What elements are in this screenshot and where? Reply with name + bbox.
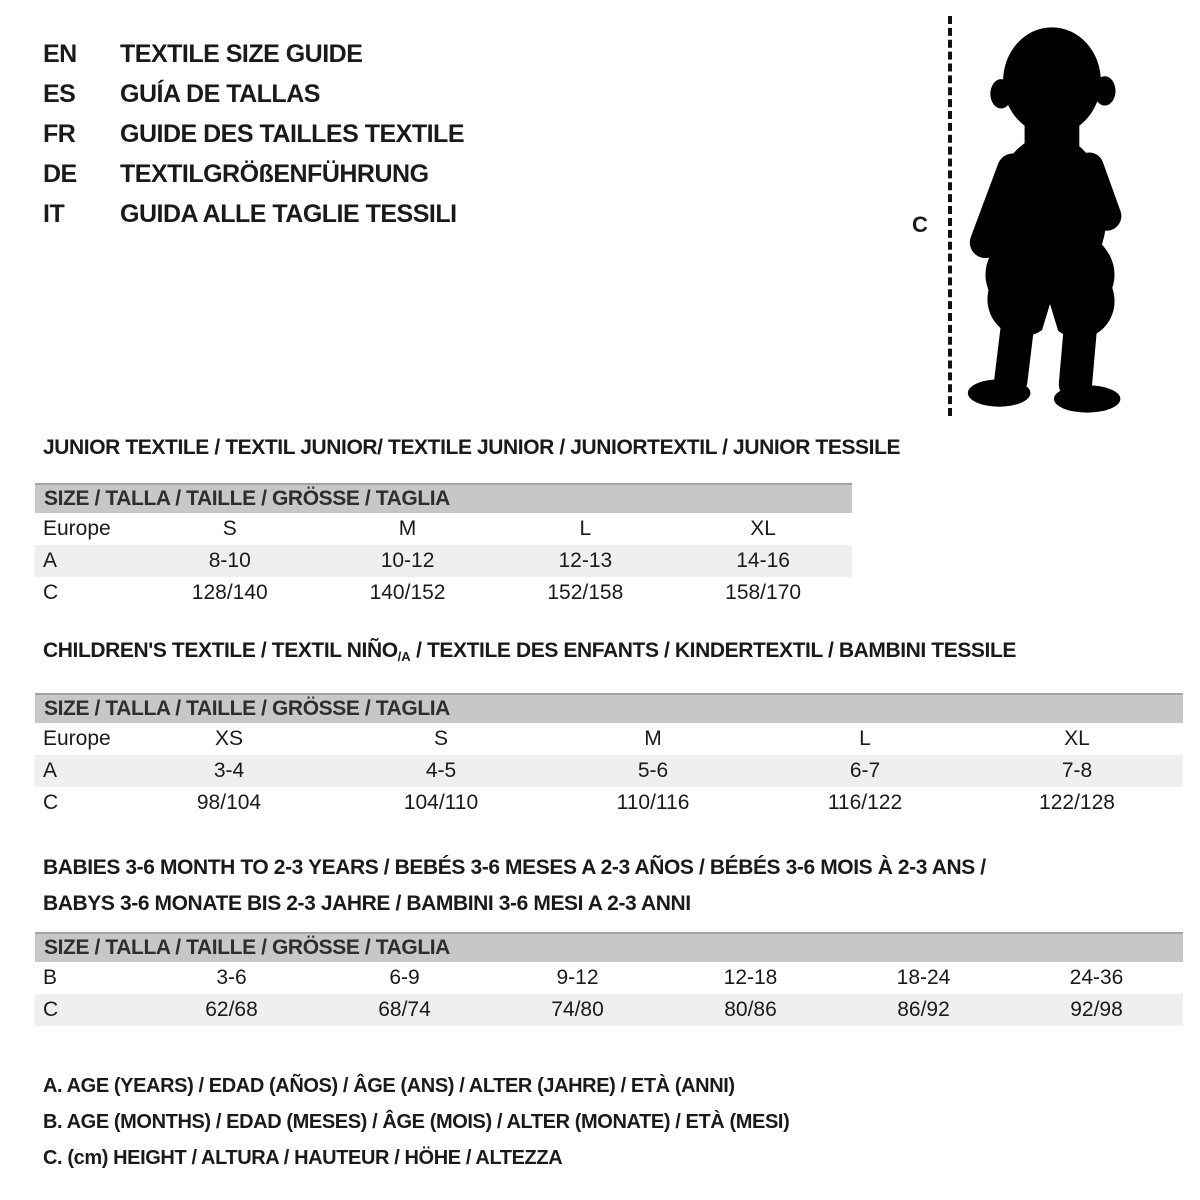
age-value: 14-16 xyxy=(736,549,790,572)
language-row-es xyxy=(43,74,464,114)
row-label: C xyxy=(43,581,59,604)
age-value: 5-6 xyxy=(637,759,669,782)
junior-section-title: JUNIOR TEXTILE / TEXTIL JUNIOR/ TEXTILE JUNIOR / JUNIORTEXTIL / JUNIOR TESSILE xyxy=(43,436,901,459)
age-value: 10-12 xyxy=(380,549,435,572)
row-label: B xyxy=(43,966,58,989)
table-row-height xyxy=(35,787,1183,819)
age-value: 7-8 xyxy=(1061,759,1093,782)
height-value: 110/116 xyxy=(616,791,690,814)
table-row-months xyxy=(35,962,1183,994)
height-value: 74/80 xyxy=(551,998,604,1021)
size-value: L xyxy=(579,517,592,540)
height-value: 122/128 xyxy=(1039,791,1115,814)
language-row-de xyxy=(43,154,464,194)
table-row-height xyxy=(35,994,1183,1026)
row-label: A xyxy=(43,759,58,782)
language-code: FR xyxy=(43,119,76,148)
language-code: IT xyxy=(43,199,65,228)
babies-title-line2: BABYS 3-6 MONATE BIS 2-3 JAHRE / BAMBINI 3-6 MESI A 2-3 ANNI xyxy=(43,892,691,915)
age-months-value: 18-24 xyxy=(896,966,951,989)
size-value: M xyxy=(398,517,417,540)
legend-line-a: A. AGE (YEARS) / EDAD (AÑOS) / ÂGE (ANS) / ALTER (JAHRE) / ETÀ (ANNI) xyxy=(43,1075,735,1097)
age-months-value: 12-18 xyxy=(723,966,778,989)
size-value: S xyxy=(433,727,448,750)
babies-title-line1: BABIES 3-6 MONTH TO 2-3 YEARS / BEBÉS 3-6 MESES A 2-3 AÑOS / BÉBÉS 3-6 MOIS À 2-3 ANS / xyxy=(43,856,986,879)
height-value: 152/158 xyxy=(547,581,624,604)
age-value: 6-7 xyxy=(849,759,881,782)
babies-size-bar: SIZE / TALLA / TAILLE / GRÖSSE / TAGLIA xyxy=(35,932,1183,962)
language-row-fr xyxy=(43,114,464,154)
junior-size-table xyxy=(35,483,852,609)
children-title-text: CHILDREN'S TEXTILE / TEXTIL NIÑO xyxy=(43,639,398,662)
age-months-value: 6-9 xyxy=(389,966,420,989)
size-value: XL xyxy=(750,517,776,540)
size-value: L xyxy=(859,727,871,750)
row-label: C xyxy=(43,791,59,814)
age-value: 4-5 xyxy=(425,759,457,782)
language-title-block xyxy=(43,34,464,234)
size-value: S xyxy=(222,517,237,540)
table-row-height xyxy=(35,577,852,609)
guide-title-it: GUIDA ALLE TAGLIE TESSILI xyxy=(120,199,457,228)
height-measure-dashed-line xyxy=(948,16,952,416)
row-label: Europe xyxy=(43,727,111,750)
babies-size-table xyxy=(35,932,1183,1026)
height-value: 116/122 xyxy=(827,791,903,814)
row-label: C xyxy=(43,998,59,1021)
children-size-bar: SIZE / TALLA / TAILLE / GRÖSSE / TAGLIA xyxy=(35,693,1183,723)
toddler-silhouette xyxy=(962,18,1138,418)
language-code: ES xyxy=(43,79,76,108)
toddler-silhouette-image xyxy=(962,18,1138,418)
height-value: 158/170 xyxy=(725,581,802,604)
age-value: 12-13 xyxy=(558,549,613,572)
height-value: 140/152 xyxy=(369,581,446,604)
size-value: XL xyxy=(1064,727,1090,750)
height-value: 86/92 xyxy=(897,998,950,1021)
age-months-value: 24-36 xyxy=(1069,966,1124,989)
guide-title-de: TEXTILGRÖßENFÜHRUNG xyxy=(120,159,429,188)
size-value: M xyxy=(644,727,662,750)
guide-title-fr: GUIDE DES TAILLES TEXTILE xyxy=(120,119,465,148)
children-title-text: / TEXTILE DES ENFANTS / KINDERTEXTIL / BAMBINI TESSILE xyxy=(410,639,1017,662)
age-value: 3-4 xyxy=(213,759,245,782)
height-value: 62/68 xyxy=(205,998,258,1021)
language-row-en xyxy=(43,34,464,74)
legend-block xyxy=(43,1068,789,1176)
height-value: 98/104 xyxy=(196,791,262,814)
age-months-value: 9-12 xyxy=(556,966,599,989)
height-value: 92/98 xyxy=(1070,998,1123,1021)
table-row-age xyxy=(35,755,1183,787)
table-row-europe xyxy=(35,723,1183,755)
table-row-age xyxy=(35,545,852,577)
height-value: 80/86 xyxy=(724,998,777,1021)
row-label: A xyxy=(43,549,58,572)
language-row-it xyxy=(43,194,464,234)
junior-size-bar: SIZE / TALLA / TAILLE / GRÖSSE / TAGLIA xyxy=(35,483,852,513)
table-row-europe xyxy=(35,513,852,545)
height-value: 128/140 xyxy=(191,581,268,604)
height-value: 104/110 xyxy=(403,791,479,814)
language-code: EN xyxy=(43,39,77,68)
guide-title-en: TEXTILE SIZE GUIDE xyxy=(120,39,363,68)
height-value: 68/74 xyxy=(378,998,431,1021)
row-label: Europe xyxy=(43,517,111,540)
babies-section-title xyxy=(43,850,986,922)
height-measure-label: C xyxy=(912,212,928,237)
children-title-subscript: /A xyxy=(397,649,411,664)
guide-title-es: GUÍA DE TALLAS xyxy=(120,79,320,108)
size-value: XS xyxy=(214,727,243,750)
age-value: 8-10 xyxy=(208,549,251,572)
legend-line-b: B. AGE (MONTHS) / EDAD (MESES) / ÂGE (MOIS) / ALTER (MONATE) / ETÀ (MESI) xyxy=(43,1111,790,1133)
children-size-table xyxy=(35,693,1183,819)
legend-line-c: C. (cm) HEIGHT / ALTURA / HAUTEUR / HÖHE / ALTEZZA xyxy=(43,1147,563,1169)
language-code: DE xyxy=(43,159,77,188)
age-months-value: 3-6 xyxy=(216,966,247,989)
children-section-title xyxy=(43,639,1016,663)
